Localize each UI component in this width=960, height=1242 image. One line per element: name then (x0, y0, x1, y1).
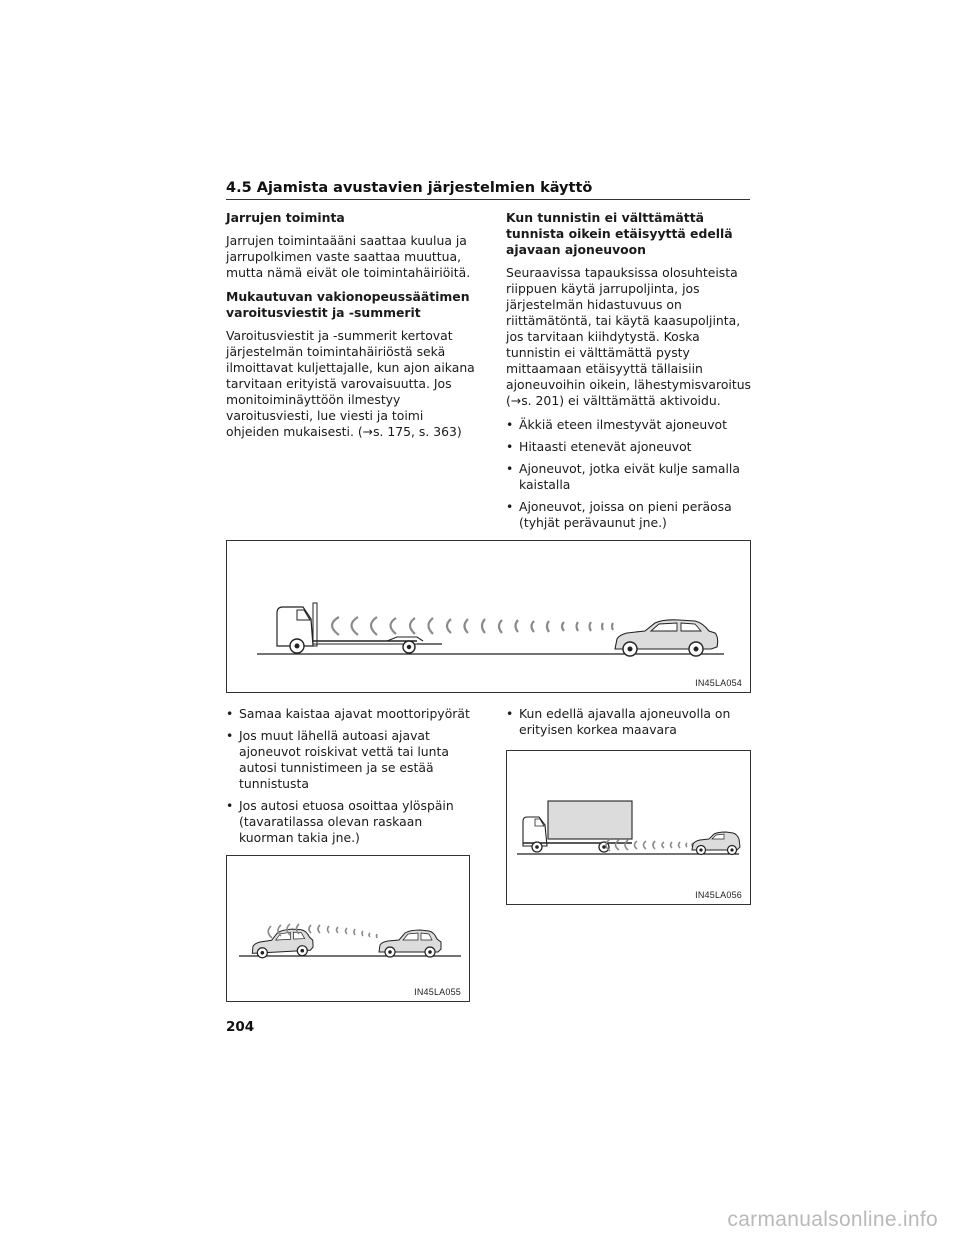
list-item: • Samaa kaistaa ajavat moottoripyörät (226, 706, 476, 722)
heading-sensor-limitations: Kun tunnistin ei välttämättä tunnista oikein etäisyyttä edellä ajavaan ajoneuvoon (506, 210, 733, 257)
list-item: • Kun edellä ajavalla ajoneuvolla on erityisen korkea maavara (506, 706, 751, 738)
right-column-bottom (506, 706, 751, 744)
figure-high-clearance-truck (506, 750, 751, 905)
paragraph-cruise-warnings: Varoitusviestit ja -summerit kertovat järjestelmän toimintahäiriöstä sekä ilmoittavat kuljettajalle, kun ajon aikana tarvitaan erityistä varovaisuutta. Jos monitoiminäyttöön ilmestyy varoitusviesti, lue viesti ja toimi ohjeiden mukaisesti. (→s. 175, s. 363) (226, 328, 475, 439)
radar-waves (332, 617, 613, 635)
bullet-list-other-cases (226, 706, 476, 846)
bullet-list-high-clearance (506, 706, 751, 738)
paragraph-sensor-limitations: Seuraavissa tapauksissa olosuhteista riippuen käytä jarrupoljinta, jos järjestelmän hidastuvuus on riittämätöntä, tai käytä kaasupoljinta, jos tarvitaan kiihdytystä. Koska tunnistin ei välttämättä pysty mittaamaan etäisyyttä tällaisiin ajoneuvoihin oikein, lähestymisvaroitus (→s. 201) ei välttämättä aktivoidu. (506, 265, 752, 408)
empty-trailer-illustration (227, 541, 752, 694)
high-clearance-illustration (507, 751, 752, 906)
right-column-top (506, 210, 751, 537)
section-header: 4.5 Ajamista avustavien järjestelmien käyttö (226, 180, 750, 200)
left-column-top (226, 210, 476, 448)
list-item: • Äkkiä eteen ilmestyvät ajoneuvot (506, 417, 751, 433)
paragraph-brake-operation: Jarrujen toimintaääni saattaa kuulua ja jarrupolkimen vaste saattaa muuttua, mutta nämä eivät ole toimintahäiriöitä. (226, 233, 471, 280)
figure-code: IN45LA055 (414, 987, 461, 997)
radar-waves (606, 839, 693, 851)
bullet-list-sensor-cases (506, 417, 751, 531)
list-item: • Jos autosi etuosa osoittaa ylöspäin (tavaratilassa olevan raskaan kuorman takia jne.) (226, 798, 476, 846)
figure-empty-trailer (226, 540, 751, 693)
heading-brake-operation: Jarrujen toiminta (226, 210, 345, 225)
heading-cruise-warnings: Mukautuvan vakionopeussäätimen varoitusviestit ja -summerit (226, 289, 470, 320)
figure-code: IN45LA054 (695, 678, 742, 688)
left-column-bottom (226, 706, 476, 852)
watermark: carmanualsonline.info (727, 1208, 938, 1231)
list-item: • Ajoneuvot, joissa on pieni peräosa (tyhjät perävaunut jne.) (506, 499, 751, 531)
list-item: • Hitaasti etenevät ajoneuvot (506, 439, 751, 455)
nose-up-illustration (227, 856, 471, 1003)
figure-nose-up-car (226, 855, 470, 1002)
list-item: • Ajoneuvot, jotka eivät kulje samalla kaistalla (506, 461, 751, 493)
page-number: 204 (226, 1019, 255, 1035)
list-item: • Jos muut lähellä autoasi ajavat ajoneuvot roiskivat vettä tai lunta autosi tunnistimeen ja se estää tunnistusta (226, 728, 476, 792)
figure-code: IN45LA056 (695, 890, 742, 900)
